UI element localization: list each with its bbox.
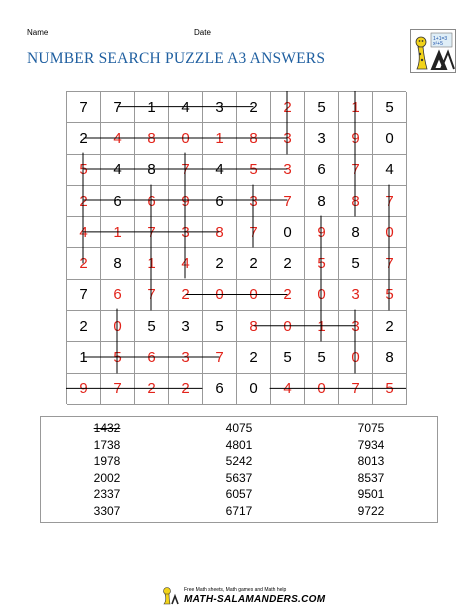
footer-tagline: Free Math sheets, Math games and Math help	[184, 587, 287, 593]
grid-cell: 6	[203, 186, 237, 217]
grid-cell: 0	[305, 374, 339, 405]
answer-number: 7934	[357, 437, 385, 452]
grid-cell: 2	[67, 123, 101, 154]
grid-cell: 4	[67, 217, 101, 248]
answer-number: 2337	[93, 487, 121, 501]
grid-cell: 7	[237, 217, 271, 248]
grid-cell: 5	[305, 248, 339, 279]
footer-brand	[160, 584, 340, 606]
answer-column	[173, 417, 305, 522]
grid-cell: 7	[339, 155, 373, 186]
grid-cell: 7	[373, 186, 407, 217]
grid-cell: 8	[135, 155, 169, 186]
grid-cell: 5	[271, 342, 305, 373]
grid-cell: 9	[67, 374, 101, 405]
answer-number: 1978	[93, 454, 121, 468]
grid-cell: 4	[169, 92, 203, 123]
grid-cell: 1	[339, 92, 373, 123]
grid-cell: 4	[169, 248, 203, 279]
answer-number: 3307	[93, 503, 121, 518]
page-title: NUMBER SEARCH PUZZLE A3 ANSWERS	[27, 50, 326, 67]
grid-cell: 4	[373, 155, 407, 186]
grid-cell: 9	[339, 123, 373, 154]
grid-cell: 0	[237, 280, 271, 311]
grid-cell: 0	[271, 311, 305, 342]
grid-cell: 6	[203, 374, 237, 405]
grid-cell: 0	[169, 123, 203, 154]
grid-cell: 0	[101, 311, 135, 342]
salamander-icon	[160, 585, 180, 605]
grid-cell: 0	[373, 217, 407, 248]
grid-cell: 2	[67, 186, 101, 217]
grid-cell: 3	[237, 186, 271, 217]
answer-number: 6057	[225, 487, 253, 501]
grid-cell: 3	[169, 311, 203, 342]
grid-cell: 8	[339, 217, 373, 248]
answer-number: 4801	[225, 437, 253, 452]
answer-number: 5637	[225, 470, 253, 485]
grid-cell: 5	[339, 248, 373, 279]
grid-cell: 0	[203, 280, 237, 311]
answer-column	[305, 417, 437, 522]
svg-text:1+1=3: 1+1=3	[433, 36, 448, 42]
grid-cell: 2	[135, 374, 169, 405]
grid-cell: 2	[203, 248, 237, 279]
name-label: Name	[27, 28, 49, 37]
answer-number: 5242	[225, 454, 253, 468]
grid-cell: 1	[67, 342, 101, 373]
grid-cell: 2	[373, 311, 407, 342]
answer-column	[41, 417, 173, 522]
salamander-logo	[410, 29, 456, 73]
grid-cell: 7	[101, 374, 135, 405]
answer-number: 9501	[357, 487, 385, 501]
grid-cell: 5	[305, 342, 339, 373]
grid-cell: 3	[339, 311, 373, 342]
grid-cell: 5	[373, 374, 407, 405]
grid-cell: 5	[237, 155, 271, 186]
grid-cell: 2	[271, 280, 305, 311]
grid-cell: 2	[169, 280, 203, 311]
grid-cell: 3	[271, 123, 305, 154]
answer-table	[40, 416, 438, 523]
grid-cell: 3	[339, 280, 373, 311]
answer-number: 7075	[357, 421, 385, 435]
answer-number: 4075	[225, 421, 253, 435]
answer-number: 8013	[357, 454, 385, 468]
grid-cell: 0	[237, 374, 271, 405]
grid-cell: 6	[135, 186, 169, 217]
grid-cell: 2	[67, 311, 101, 342]
grid-cell: 5	[203, 311, 237, 342]
grid-cell: 0	[339, 342, 373, 373]
grid-cell: 5	[135, 311, 169, 342]
grid-cell: 8	[237, 123, 271, 154]
footer-site-name: MATH-SALAMANDERS.COM	[184, 594, 326, 605]
grid-cell: 7	[135, 280, 169, 311]
grid-cell: 8	[237, 311, 271, 342]
grid-cell: 6	[305, 155, 339, 186]
grid-cell: 5	[67, 155, 101, 186]
grid-cell: 3	[203, 92, 237, 123]
grid-cell: 6	[101, 186, 135, 217]
answer-number: 1432	[93, 421, 121, 435]
answer-number: 8537	[357, 470, 385, 485]
grid-cell: 5	[373, 92, 407, 123]
grid-cell: 4	[101, 123, 135, 154]
grid-cell: 7	[135, 217, 169, 248]
grid-cell: 7	[203, 342, 237, 373]
grid-cell: 2	[237, 248, 271, 279]
number-grid	[66, 91, 406, 404]
grid-cell: 3	[305, 123, 339, 154]
grid-cell: 5	[101, 342, 135, 373]
grid-cell: 3	[169, 217, 203, 248]
grid-cell: 2	[237, 342, 271, 373]
grid-cell: 4	[271, 374, 305, 405]
grid-cell: 8	[373, 342, 407, 373]
answer-number: 1738	[93, 437, 121, 452]
answer-number: 9722	[357, 503, 385, 518]
grid-cell: 1	[135, 92, 169, 123]
grid-cell: 0	[373, 123, 407, 154]
grid-cell: 1	[305, 311, 339, 342]
grid-cell: 7	[373, 248, 407, 279]
grid-cell: 1	[101, 217, 135, 248]
grid-cell: 0	[271, 217, 305, 248]
grid-cell: 8	[101, 248, 135, 279]
grid-cell: 3	[271, 155, 305, 186]
grid-cell: 9	[169, 186, 203, 217]
date-label: Date	[194, 28, 211, 37]
answer-number: 6717	[225, 503, 253, 518]
grid-cell: 9	[305, 217, 339, 248]
grid-cell: 7	[271, 186, 305, 217]
grid-cell: 1	[135, 248, 169, 279]
grid-cell: 5	[305, 92, 339, 123]
grid-cell: 7	[67, 280, 101, 311]
grid-cell: 7	[101, 92, 135, 123]
grid-cell: 7	[339, 374, 373, 405]
grid-cell: 0	[305, 280, 339, 311]
grid-cell: 7	[67, 92, 101, 123]
grid-cell: 6	[135, 342, 169, 373]
grid-cell: 8	[203, 217, 237, 248]
grid-cell: 8	[339, 186, 373, 217]
grid-cell: 8	[305, 186, 339, 217]
grid-cell: 4	[101, 155, 135, 186]
grid-cell: 3	[169, 342, 203, 373]
grid-cell: 7	[169, 155, 203, 186]
grid-cell: 2	[67, 248, 101, 279]
answer-number: 2002	[93, 470, 121, 485]
grid-cell: 2	[237, 92, 271, 123]
svg-text:x²+5: x²+5	[433, 41, 443, 47]
grid-cell: 2	[271, 248, 305, 279]
grid-cell: 2	[271, 92, 305, 123]
grid-cell: 8	[135, 123, 169, 154]
grid-cell: 5	[373, 280, 407, 311]
grid-cell: 1	[203, 123, 237, 154]
grid-cell: 2	[169, 374, 203, 405]
grid-cell: 4	[203, 155, 237, 186]
grid-cell: 6	[101, 280, 135, 311]
